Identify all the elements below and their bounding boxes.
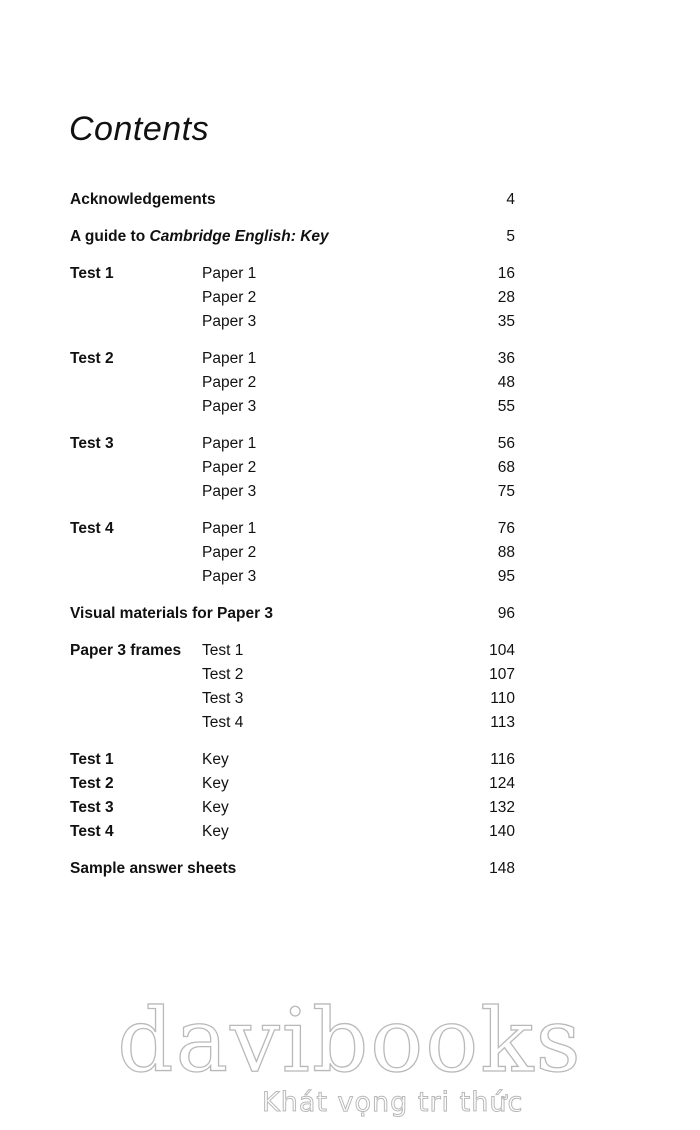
toc-test-label: Test 1 bbox=[70, 751, 114, 768]
toc-page-number: 35 bbox=[497, 313, 515, 330]
toc-label bbox=[70, 225, 329, 249]
toc-paper-label: Paper 2 bbox=[202, 459, 257, 476]
toc-paper-label: Paper 1 bbox=[202, 350, 257, 367]
toc-page-number: 5 bbox=[506, 228, 515, 245]
toc-page-number: 75 bbox=[497, 483, 515, 500]
toc-row-test-4-paper-3 bbox=[70, 565, 515, 589]
toc-paper-label: Paper 2 bbox=[202, 374, 257, 391]
toc-row-visual-materials bbox=[70, 602, 515, 626]
toc-page-number: 132 bbox=[489, 799, 515, 816]
toc-label: Acknowledgements bbox=[70, 191, 216, 208]
toc-page-number: 107 bbox=[489, 666, 515, 683]
toc-row-test-3-paper-3 bbox=[70, 480, 515, 504]
page-title: Contents bbox=[69, 110, 210, 148]
toc-frame-label: Test 4 bbox=[202, 714, 244, 731]
toc-paper-label: Paper 3 bbox=[202, 483, 257, 500]
toc-row-frames-test-4 bbox=[70, 711, 515, 735]
toc-row-test-4-paper-1 bbox=[70, 517, 515, 541]
toc-label: Visual materials for Paper 3 bbox=[70, 605, 274, 622]
toc-test-label: Test 2 bbox=[70, 775, 114, 792]
toc-page-number: 116 bbox=[490, 751, 515, 768]
toc-test-label: Test 2 bbox=[70, 350, 114, 367]
toc-paper-label: Paper 3 bbox=[202, 313, 257, 330]
toc-page-number: 88 bbox=[497, 544, 515, 561]
toc-page-number: 28 bbox=[497, 289, 515, 306]
toc-row-sample-answer-sheets bbox=[70, 857, 515, 881]
toc-page-number: 4 bbox=[506, 191, 515, 208]
toc-page-number: 55 bbox=[497, 398, 515, 415]
toc-test-label: Test 3 bbox=[70, 435, 114, 452]
toc-page-number: 124 bbox=[489, 775, 515, 792]
toc-key-label: Key bbox=[202, 799, 229, 816]
watermark-brand: davibooks bbox=[117, 989, 583, 1092]
toc-row-frames-test-2 bbox=[70, 663, 515, 687]
toc-row-test-2-paper-3 bbox=[70, 395, 515, 419]
toc-row-test-1-paper-3 bbox=[70, 310, 515, 334]
toc-row-key-test-4 bbox=[70, 820, 515, 844]
toc-frame-label: Test 1 bbox=[202, 642, 244, 659]
toc-label-prefix: A guide to bbox=[70, 228, 150, 245]
toc-row-test-2-paper-2 bbox=[70, 371, 515, 395]
toc-test-label: Test 3 bbox=[70, 799, 114, 816]
toc-key-label: Key bbox=[202, 751, 229, 768]
toc-label-italic: Cambridge English: Key bbox=[149, 228, 329, 245]
toc-frame-label: Test 2 bbox=[202, 666, 244, 683]
toc-page-number: 104 bbox=[489, 642, 515, 659]
toc-paper-label: Paper 1 bbox=[202, 435, 257, 452]
toc-paper-label: Paper 3 bbox=[202, 398, 257, 415]
toc-key-label: Key bbox=[202, 823, 229, 840]
toc-row-frames-test-1 bbox=[70, 639, 515, 663]
toc-row-key-test-3 bbox=[70, 796, 515, 820]
toc-row-guide bbox=[70, 225, 515, 249]
toc-paper-label: Paper 1 bbox=[202, 520, 257, 537]
toc-frame-label: Test 3 bbox=[202, 690, 244, 707]
toc-page-number: 68 bbox=[497, 459, 515, 476]
toc-page-number: 48 bbox=[497, 374, 515, 391]
toc-page-number: 140 bbox=[489, 823, 515, 840]
toc-test-label: Test 1 bbox=[70, 265, 114, 282]
toc-page-number: 113 bbox=[490, 714, 515, 731]
toc-row-test-1-paper-2 bbox=[70, 286, 515, 310]
toc-row-test-4-paper-2 bbox=[70, 541, 515, 565]
toc-paper-label: Paper 1 bbox=[202, 265, 257, 282]
toc-page-number: 36 bbox=[497, 350, 515, 367]
toc-paper-label: Paper 2 bbox=[202, 544, 257, 561]
toc-page-number: 76 bbox=[497, 520, 515, 537]
toc-row-test-1-paper-1 bbox=[70, 262, 515, 286]
toc-row-test-3-paper-2 bbox=[70, 456, 515, 480]
toc-row-key-test-2 bbox=[70, 772, 515, 796]
toc-label: Sample answer sheets bbox=[70, 860, 237, 877]
toc-row-key-test-1 bbox=[70, 748, 515, 772]
toc-page-number: 148 bbox=[489, 860, 515, 877]
toc-row-test-2-paper-1 bbox=[70, 347, 515, 371]
toc-paper-label: Paper 2 bbox=[202, 289, 257, 306]
toc-test-label: Test 4 bbox=[70, 823, 114, 840]
table-of-contents bbox=[70, 188, 515, 881]
toc-label: Paper 3 frames bbox=[70, 642, 182, 659]
toc-row-test-3-paper-1 bbox=[70, 432, 515, 456]
watermark bbox=[0, 989, 700, 1118]
toc-row-acknowledgements bbox=[70, 188, 515, 212]
toc-page-number: 56 bbox=[497, 435, 515, 452]
toc-row-frames-test-3 bbox=[70, 687, 515, 711]
toc-page-number: 110 bbox=[490, 690, 515, 707]
toc-page-number: 96 bbox=[497, 605, 515, 622]
toc-test-label: Test 4 bbox=[70, 520, 114, 537]
toc-page-number: 16 bbox=[497, 265, 515, 282]
toc-paper-label: Paper 3 bbox=[202, 568, 257, 585]
toc-page-number: 95 bbox=[497, 568, 515, 585]
watermark-slogan: Khát vọng tri thức bbox=[262, 1087, 524, 1118]
toc-key-label: Key bbox=[202, 775, 229, 792]
